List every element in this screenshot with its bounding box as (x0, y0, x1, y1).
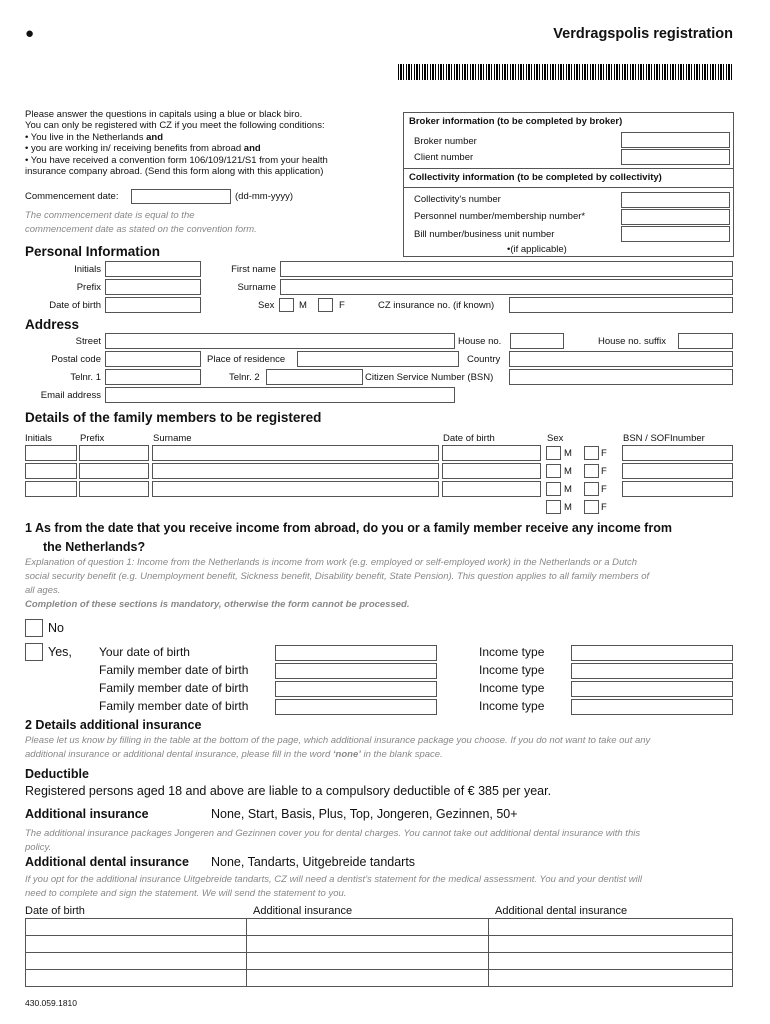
family-bsn-field[interactable] (622, 445, 733, 461)
initials-field[interactable] (105, 261, 201, 277)
q1-mandatory-note: Completion of these sections is mandatory, otherwise the form cannot be processed. (25, 599, 410, 610)
bullet-mark: ● (25, 25, 35, 42)
sex-f-checkbox[interactable] (318, 298, 333, 312)
family-initials-field[interactable] (25, 463, 77, 479)
family-surname-field[interactable] (152, 481, 439, 497)
first-name-field[interactable] (280, 261, 733, 277)
q1-income-label: Income type (479, 681, 545, 695)
collectivity-number-label: Collectivity's number (414, 194, 501, 205)
family-sex-f-label: F (601, 466, 607, 477)
family-prefix-field[interactable] (79, 481, 149, 497)
family-sex-f-checkbox[interactable] (584, 482, 599, 496)
table-cell[interactable] (26, 970, 247, 987)
table-cell[interactable] (247, 970, 489, 987)
commencement-format: (dd-mm-yyyy) (235, 191, 294, 202)
residence-field[interactable] (297, 351, 459, 367)
prefix-field[interactable] (105, 279, 201, 295)
tel1-field[interactable] (105, 369, 201, 385)
sex-m-label: M (299, 300, 307, 311)
table-cell[interactable] (26, 919, 247, 936)
family-dob-field[interactable] (442, 463, 541, 479)
commencement-note: commencement date as stated on the convention form. (25, 224, 257, 235)
table-col-dental: Additional dental insurance (495, 905, 628, 917)
dob-label: Date of birth (49, 300, 101, 311)
family-dob-field[interactable] (442, 445, 541, 461)
q1-row-label: Family member date of birth (99, 681, 249, 695)
table-col-additional: Additional insurance (253, 905, 353, 917)
personnel-number-field[interactable] (621, 209, 730, 225)
q1-income-field[interactable] (571, 645, 733, 661)
postal-code-label: Postal code (51, 354, 101, 365)
commencement-label: Commencement date: (25, 191, 119, 202)
family-col-initials: Initials (25, 433, 52, 444)
q1-no-checkbox[interactable] (25, 619, 43, 637)
bsn-label: Citizen Service Number (BSN) (365, 372, 494, 383)
address-heading: Address (25, 317, 80, 332)
family-sex-m-checkbox[interactable] (546, 446, 561, 460)
q1-explanation: social security benefit (e.g. Unemployment benefit, Sickness benefit, Disability benefit, State Pension). This question applies to all family members of (25, 571, 650, 582)
dental-insurance-heading: Additional dental insurance (25, 855, 189, 869)
family-sex-f-checkbox[interactable] (584, 500, 599, 514)
surname-field[interactable] (280, 279, 733, 295)
commencement-date-field[interactable] (131, 189, 231, 204)
sex-m-checkbox[interactable] (279, 298, 294, 312)
family-col-surname: Surname (153, 433, 192, 444)
cz-insurance-label: CZ insurance no. (if known) (378, 300, 495, 311)
intro-line: • you are working in/ receiving benefits from abroad and (25, 143, 261, 154)
q1-income-label: Income type (479, 645, 545, 659)
additional-insurance-heading: Additional insurance (25, 807, 149, 821)
client-number-field[interactable] (621, 149, 730, 165)
family-sex-m-checkbox[interactable] (546, 500, 561, 514)
sex-label: Sex (258, 300, 275, 311)
bsn-field[interactable] (509, 369, 733, 385)
additional-insurance-options: None, Start, Basis, Plus, Top, Jongeren, Gezinnen, 50+ (211, 807, 518, 821)
q1-dob-field[interactable] (275, 645, 437, 661)
q1-explanation: Explanation of question 1: Income from the Netherlands is income from work (e.g. employed or self-employed work) in the Netherlands or a Dutch (25, 557, 637, 568)
barcode (398, 64, 733, 80)
table-row (26, 919, 733, 936)
q1-row-label: Your date of birth (99, 645, 190, 659)
family-sex-m-label: M (564, 484, 572, 495)
house-suffix-field[interactable] (678, 333, 733, 349)
table-row (26, 953, 733, 970)
intro-line: insurance company abroad. (Send this form along with this application) (25, 166, 324, 177)
dob-field[interactable] (105, 297, 201, 313)
dental-insurance-options: None, Tandarts, Uitgebreide tandarts (211, 855, 416, 869)
broker-number-field[interactable] (621, 132, 730, 148)
email-field[interactable] (105, 387, 455, 403)
family-dob-field[interactable] (442, 481, 541, 497)
q1-dob-field[interactable] (275, 699, 437, 715)
family-sex-m-label: M (564, 448, 572, 459)
residence-label: Place of residence (207, 354, 286, 365)
broker-number-label: Broker number (414, 136, 477, 147)
intro-line: • You have received a convention form 106/109/121/S1 from your health (25, 155, 328, 166)
q1-explanation: all ages. (25, 585, 61, 596)
bill-number-field[interactable] (621, 226, 730, 242)
client-number-label: Client number (414, 152, 474, 163)
family-col-sex: Sex (547, 433, 564, 444)
dental-insurance-note: If you opt for the additional insurance Uitgebreide tandarts, CZ will need a dentist’s statement for the medical assessment. You and your dentist will (25, 874, 642, 885)
family-prefix-field[interactable] (79, 463, 149, 479)
table-cell[interactable] (26, 953, 247, 970)
q1-no-label: No (48, 621, 64, 635)
email-label: Email address (40, 390, 101, 401)
family-sex-m-label: M (564, 466, 572, 477)
insurance-table (25, 918, 733, 987)
q1-yes-label: Yes, (48, 645, 72, 659)
table-cell[interactable] (26, 936, 247, 953)
question-1: 1 As from the date that you receive income from abroad, do you or a family member receive any income from (25, 521, 672, 535)
family-surname-field[interactable] (152, 445, 439, 461)
family-initials-field[interactable] (25, 445, 77, 461)
q1-income-field[interactable] (571, 663, 733, 679)
commencement-note: The commencement date is equal to the (25, 210, 195, 221)
collectivity-number-field[interactable] (621, 192, 730, 208)
table-cell[interactable] (247, 953, 489, 970)
family-prefix-field[interactable] (79, 445, 149, 461)
deductible-text: Registered persons aged 18 and above are liable to a compulsory deductible of € 385 per year. (25, 784, 552, 798)
additional-insurance-note: policy. (25, 842, 52, 853)
form-code: 430.059.1810 (25, 998, 77, 1008)
if-applicable-note: •(if applicable) (507, 244, 567, 255)
personal-info-heading: Personal Information (25, 244, 161, 259)
country-field[interactable] (509, 351, 733, 367)
q1-income-field[interactable] (571, 681, 733, 697)
q1-income-label: Income type (479, 699, 545, 713)
question-2: 2 Details additional insurance (25, 718, 202, 732)
q1-row-label: Family member date of birth (99, 699, 249, 713)
family-sex-f-label: F (601, 502, 607, 513)
intro-line: • You live in the Netherlands and (25, 132, 163, 143)
personnel-number-label: Personnel number/membership number* (414, 211, 586, 222)
family-col-bsn: BSN / SOFInumber (623, 433, 705, 444)
table-cell[interactable] (247, 936, 489, 953)
q1-income-label: Income type (479, 663, 545, 677)
panel-divider (403, 187, 734, 188)
panel-divider (403, 168, 734, 169)
table-cell[interactable] (489, 953, 733, 970)
family-sex-m-checkbox[interactable] (546, 464, 561, 478)
question-1-cont: the Netherlands? (43, 540, 146, 554)
family-heading: Details of the family members to be registered (25, 410, 322, 425)
intro-line: Please answer the questions in capitals using a blue or black biro. (25, 109, 303, 120)
family-bsn-field[interactable] (622, 463, 733, 479)
table-cell[interactable] (489, 970, 733, 987)
tel1-label: Telnr. 1 (70, 372, 101, 383)
q2-explanation: Please let us know by filling in the table at the bottom of the page, which additional insurance package you choose. If you do not want to take out any (25, 735, 651, 746)
q1-row-label: Family member date of birth (99, 663, 249, 677)
q1-dob-field[interactable] (275, 663, 437, 679)
family-sex-f-label: F (601, 448, 607, 459)
table-cell[interactable] (489, 936, 733, 953)
table-col-dob: Date of birth (25, 905, 85, 917)
tel2-field[interactable] (266, 369, 363, 385)
surname-label: Surname (237, 282, 276, 293)
family-sex-m-label: M (564, 502, 572, 513)
additional-insurance-note: The additional insurance packages Jongeren and Gezinnen cover you for dental charges. You cannot take out additional dental insurance with this (25, 828, 641, 839)
street-field[interactable] (105, 333, 455, 349)
prefix-label: Prefix (76, 282, 101, 293)
family-col-prefix: Prefix (80, 433, 105, 444)
family-bsn-field[interactable] (622, 481, 733, 497)
form-title: Verdragspolis registration (553, 26, 733, 42)
house-no-field[interactable] (510, 333, 564, 349)
table-row (26, 936, 733, 953)
family-sex-f-checkbox[interactable] (584, 446, 599, 460)
q1-dob-field[interactable] (275, 681, 437, 697)
bill-number-label: Bill number/business unit number (414, 229, 555, 240)
country-label: Country (467, 354, 501, 365)
house-suffix-label: House no. suffix (598, 336, 666, 347)
family-col-dob: Date of birth (443, 433, 495, 444)
q1-income-field[interactable] (571, 699, 733, 715)
street-label: Street (75, 336, 101, 347)
postal-code-field[interactable] (105, 351, 201, 367)
deductible-heading: Deductible (25, 767, 89, 781)
house-no-label: House no. (458, 336, 502, 347)
dental-insurance-note: need to complete and sign the statement. We will send the statement to you. (25, 888, 347, 899)
broker-title: Broker information (to be completed by broker) (409, 116, 623, 127)
family-sex-f-label: F (601, 484, 607, 495)
q2-explanation: additional insurance or additional dental insurance, please fill in the word ‘none’ in the blank space. (25, 749, 443, 760)
table-cell[interactable] (489, 919, 733, 936)
family-sex-m-checkbox[interactable] (546, 482, 561, 496)
family-sex-f-checkbox[interactable] (584, 464, 599, 478)
intro-line: You can only be registered with CZ if you meet the following conditions: (25, 120, 325, 131)
sex-f-label: F (339, 300, 345, 311)
table-row (26, 970, 733, 987)
cz-insurance-field[interactable] (509, 297, 733, 313)
initials-label: Initials (74, 264, 101, 275)
table-cell[interactable] (247, 919, 489, 936)
family-initials-field[interactable] (25, 481, 77, 497)
collectivity-title: Collectivity information (to be completed by collectivity) (409, 172, 662, 183)
tel2-label: Telnr. 2 (229, 372, 260, 383)
family-surname-field[interactable] (152, 463, 439, 479)
first-name-label: First name (231, 264, 276, 275)
q1-yes-checkbox[interactable] (25, 643, 43, 661)
